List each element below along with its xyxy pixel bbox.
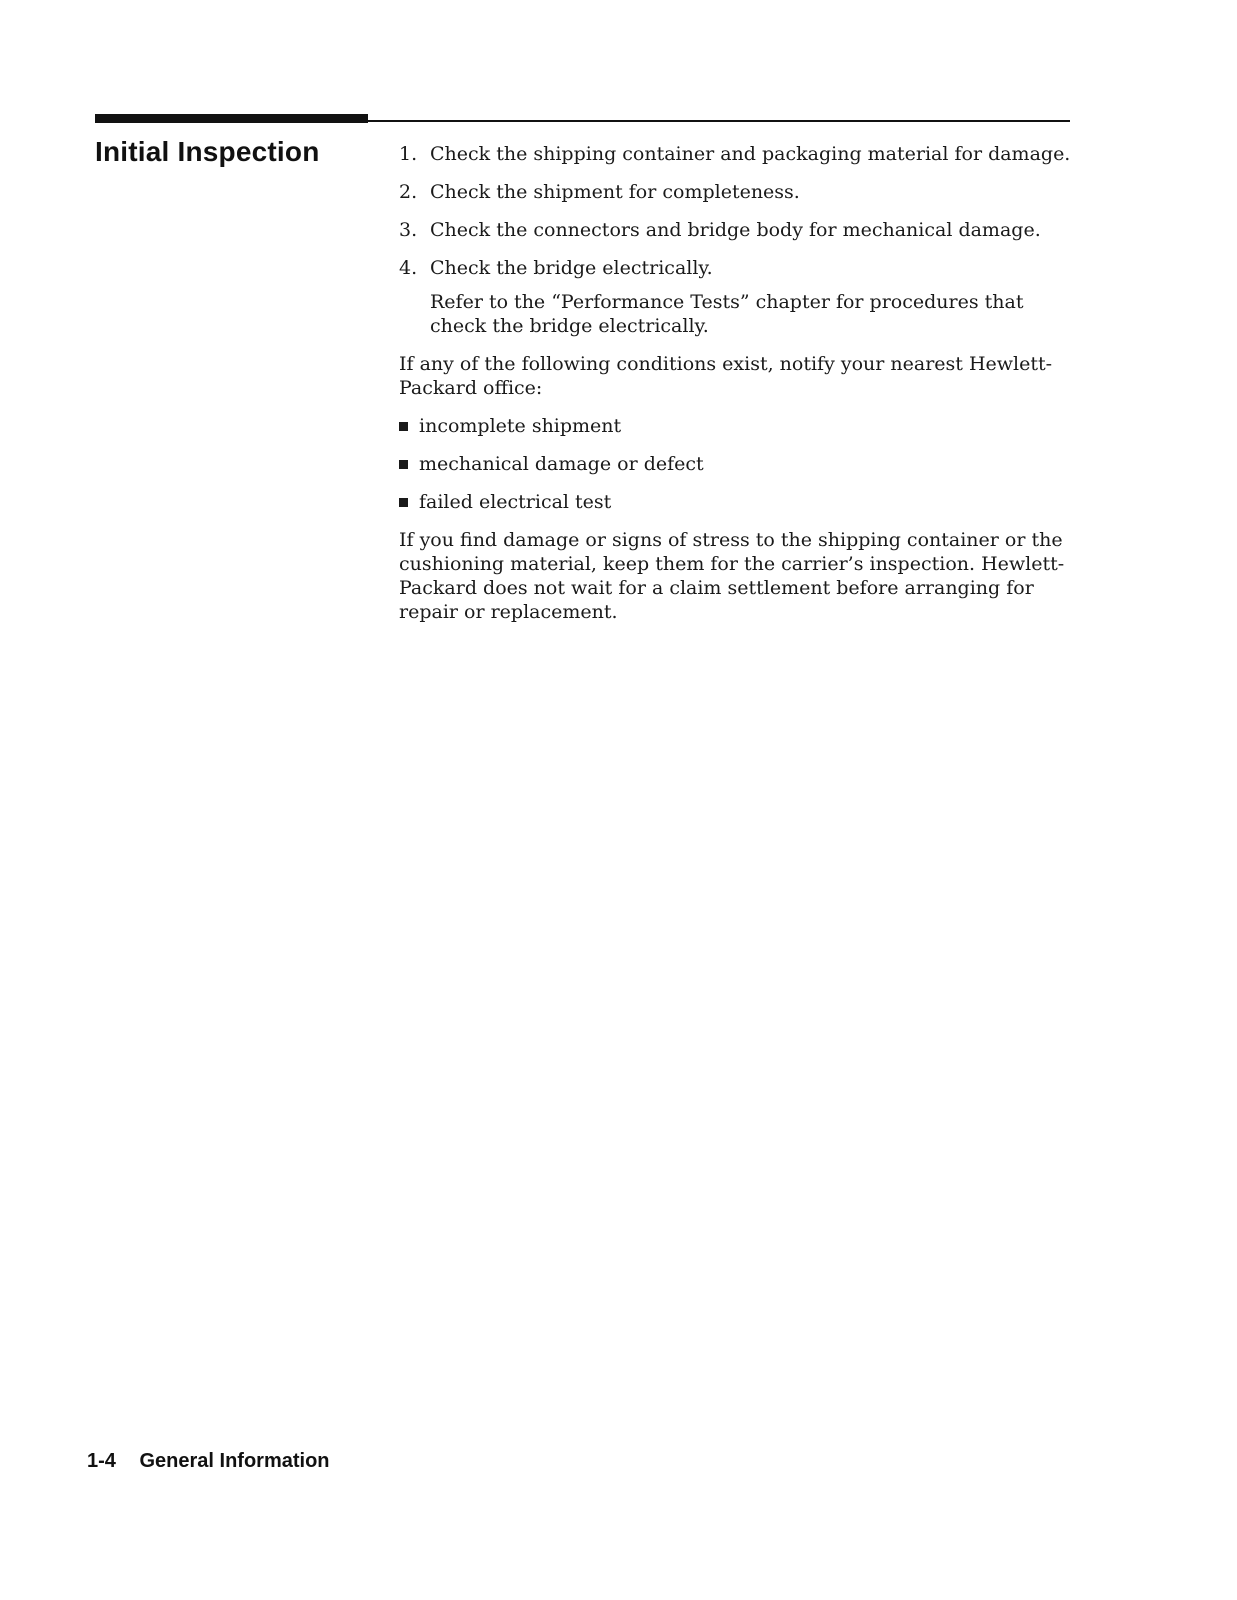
step-number: 4. — [399, 257, 418, 279]
step-number: 1. — [399, 143, 418, 165]
step-number: 2. — [399, 181, 418, 203]
step-text: Check the bridge electrically. — [430, 257, 713, 279]
condition-text: failed electrical test — [419, 491, 612, 513]
step-note: Refer to the “Performance Tests” chapter for procedures that check the bridge electrically. — [430, 291, 1024, 337]
condition-text: mechanical damage or defect — [419, 453, 704, 475]
list-item — [399, 452, 1069, 476]
section-body — [399, 142, 1069, 638]
header-rule-thin — [95, 120, 1070, 122]
step-number: 3. — [399, 219, 418, 241]
square-bullet-icon — [399, 460, 408, 469]
step-item — [399, 218, 1069, 242]
list-item — [399, 490, 1069, 514]
square-bullet-icon — [399, 498, 408, 507]
step-text: Check the shipment for completeness. — [430, 181, 800, 203]
step-item — [399, 180, 1069, 204]
page-number: 1-4 — [87, 1450, 116, 1472]
conditions-list — [399, 414, 1069, 514]
notify-paragraph: If any of the following conditions exist, notify your nearest Hewlett-Packard office: — [399, 353, 1053, 399]
step-text: Check the connectors and bridge body for mechanical damage. — [430, 219, 1041, 241]
inspection-steps — [399, 142, 1069, 280]
step-item — [399, 142, 1069, 166]
step-item — [399, 256, 1069, 280]
square-bullet-icon — [399, 422, 408, 431]
page-footer — [87, 1450, 330, 1473]
step-text: Check the shipping container and packaging material for damage. — [430, 143, 1071, 165]
chapter-name: General Information — [139, 1450, 330, 1472]
list-item — [399, 414, 1069, 438]
section-title: Initial Inspection — [95, 136, 320, 167]
damage-paragraph: If you find damage or signs of stress to the shipping container or the cushioning material, keep them for the carrier’s inspection. Hewlett-Packard does not wait for a claim settlement before arranging for repair or replacement. — [399, 529, 1065, 623]
condition-text: incomplete shipment — [419, 415, 622, 437]
